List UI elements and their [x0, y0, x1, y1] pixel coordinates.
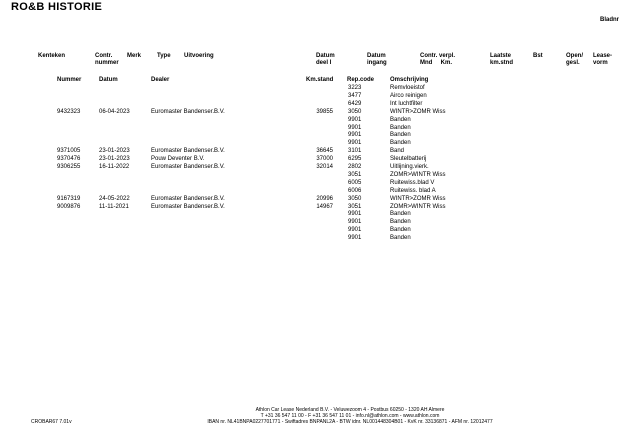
cell-omschrijving: Banden	[390, 227, 411, 234]
col-rep-code: Rep.code	[347, 77, 375, 83]
cell-rep-code: 2802	[348, 164, 362, 170]
cell-omschrijving: Band	[390, 148, 405, 155]
cell-rep-code: 3050	[348, 195, 362, 202]
cell-km-stand: 20996	[316, 195, 333, 202]
cell-dealer: Euromaster Bandenser.B.V.	[151, 148, 225, 155]
col-contr-verpl: Contr. verpl. Mnd Km.	[420, 53, 456, 66]
footer-address: Athlon Car Lease Nederland B.V. - Veluwezoom 4 - Postbus 60250 - 1320 AH Almere	[255, 407, 445, 413]
cell-rep-code: 3101	[348, 148, 362, 155]
cell-datum: 16-11-2022	[99, 164, 130, 170]
cell-km-stand: 39855	[316, 108, 333, 115]
cell-rep-code: 6429	[348, 100, 362, 107]
cell-omschrijving: Sleutelbatterij	[390, 156, 427, 163]
cell-rep-code: 6295	[348, 156, 362, 163]
cell-omschrijving: WINTR>ZOMR Wiss	[390, 108, 446, 115]
cell-km-stand: 36645	[316, 148, 333, 155]
cell-nummer: 9371005	[57, 148, 81, 155]
cell-rep-code: 6005	[348, 179, 362, 186]
cell-omschrijving: Ruitewiss.blad V	[390, 179, 435, 186]
cell-rep-code: 6006	[348, 187, 362, 194]
cell-datum: 06-04-2023	[99, 108, 130, 115]
cell-nummer: 9306255	[57, 164, 81, 170]
col-lease-vorm: Lease- vorm	[593, 53, 613, 66]
cell-dealer: Pouw Deventer B.V.	[151, 156, 205, 163]
cell-km-stand: 32014	[316, 164, 333, 170]
cell-omschrijving: Airco reinigen	[390, 92, 427, 99]
footer-registration: IBAN nr. NL41BNPA0227701771 - Swiftadres BNPANL2A - BTW idnr. NL001448304B01 - KvK nr. 33136871 - AFM nr. 12012477	[207, 419, 493, 425]
footer-contact: T +31 36 547 11 00 - F +31 36 547 11 01 - info.nl@athlon.com - www.athlon.com	[260, 413, 440, 419]
cell-rep-code: 3223	[348, 85, 362, 91]
cell-omschrijving: Banden	[390, 140, 411, 147]
cell-dealer: Euromaster Bandenser.B.V.	[151, 195, 225, 202]
col-laatste-kmstnd: Laatste km.stnd	[490, 53, 514, 66]
col-dealer: Dealer	[151, 77, 170, 83]
col-omschrijving: Omschrijving	[390, 77, 429, 83]
cell-rep-code: 9901	[348, 211, 362, 218]
col-type: Type	[157, 53, 171, 59]
col-bst: Bst	[533, 53, 543, 59]
col-open-gesl: Open/ gesl.	[566, 53, 584, 66]
cell-datum: 23-01-2023	[99, 156, 130, 163]
cell-rep-code: 3050	[348, 108, 362, 115]
cell-datum: 23-01-2023	[99, 148, 130, 155]
report-title: RO&B HISTORIE	[11, 1, 103, 13]
cell-omschrijving: Int luchtfilter	[390, 100, 423, 107]
cell-omschrijving: WINTR>ZOMR Wiss	[390, 195, 446, 202]
cell-omschrijving: ZOMR>WINTR Wiss	[390, 203, 446, 210]
cell-nummer: 9167319	[57, 195, 81, 202]
cell-datum: 11-11-2021	[99, 203, 129, 210]
cell-dealer: Euromaster Bandenser.B.V.	[151, 108, 225, 115]
cell-omschrijving: Banden	[390, 116, 411, 123]
col-nummer: Nummer	[57, 77, 82, 83]
cell-dealer: Euromaster Bandenser.B.V.	[151, 164, 225, 170]
cell-rep-code: 9901	[348, 219, 362, 226]
cell-nummer: 9432323	[57, 108, 81, 115]
col-uitvoering: Uitvoering	[184, 53, 214, 59]
cell-rep-code: 9901	[348, 124, 362, 131]
col-km-stand: Km.stand	[306, 77, 334, 83]
col-contr-nummer: Contr. nummer	[95, 53, 119, 66]
col-datum-ingang: Datum ingang	[367, 53, 387, 66]
cell-rep-code: 3051	[348, 203, 362, 210]
page-number-label: Bladnr	[600, 17, 620, 23]
cell-nummer: 9370476	[57, 156, 81, 163]
cell-datum: 24-05-2022	[99, 195, 130, 202]
cell-omschrijving: Banden	[390, 219, 411, 226]
cell-rep-code: 9901	[348, 132, 362, 139]
cell-omschrijving: Banden	[390, 211, 411, 218]
cell-omschrijving: Banden	[390, 235, 411, 242]
cell-rep-code: 9901	[348, 116, 362, 123]
cell-rep-code: 9901	[348, 227, 362, 234]
cell-rep-code: 3051	[348, 171, 362, 178]
form-code: CROBAR67 7.01v	[31, 419, 72, 425]
cell-km-stand: 14967	[316, 203, 333, 210]
col-merk: Merk	[127, 53, 142, 59]
cell-dealer: Euromaster Bandenser.B.V.	[151, 203, 225, 210]
cell-omschrijving: Banden	[390, 132, 411, 139]
cell-rep-code: 3477	[348, 92, 362, 99]
cell-omschrijving: ZOMR>WINTR Wiss	[390, 171, 446, 178]
cell-omschrijving: Ruitewiss. blad A	[390, 187, 436, 194]
cell-omschrijving: Remvloeistof	[390, 85, 425, 91]
col-datum-deel1: Datum deel I	[316, 53, 335, 66]
col-kenteken: Kenteken	[38, 53, 66, 59]
cell-nummer: 9009876	[57, 203, 81, 210]
cell-rep-code: 9901	[348, 140, 362, 147]
col-datum: Datum	[99, 77, 118, 83]
cell-omschrijving: Uitlijning.vierk.	[390, 164, 429, 170]
cell-omschrijving: Banden	[390, 124, 411, 131]
cell-km-stand: 37000	[316, 156, 333, 163]
cell-rep-code: 9901	[348, 235, 362, 242]
